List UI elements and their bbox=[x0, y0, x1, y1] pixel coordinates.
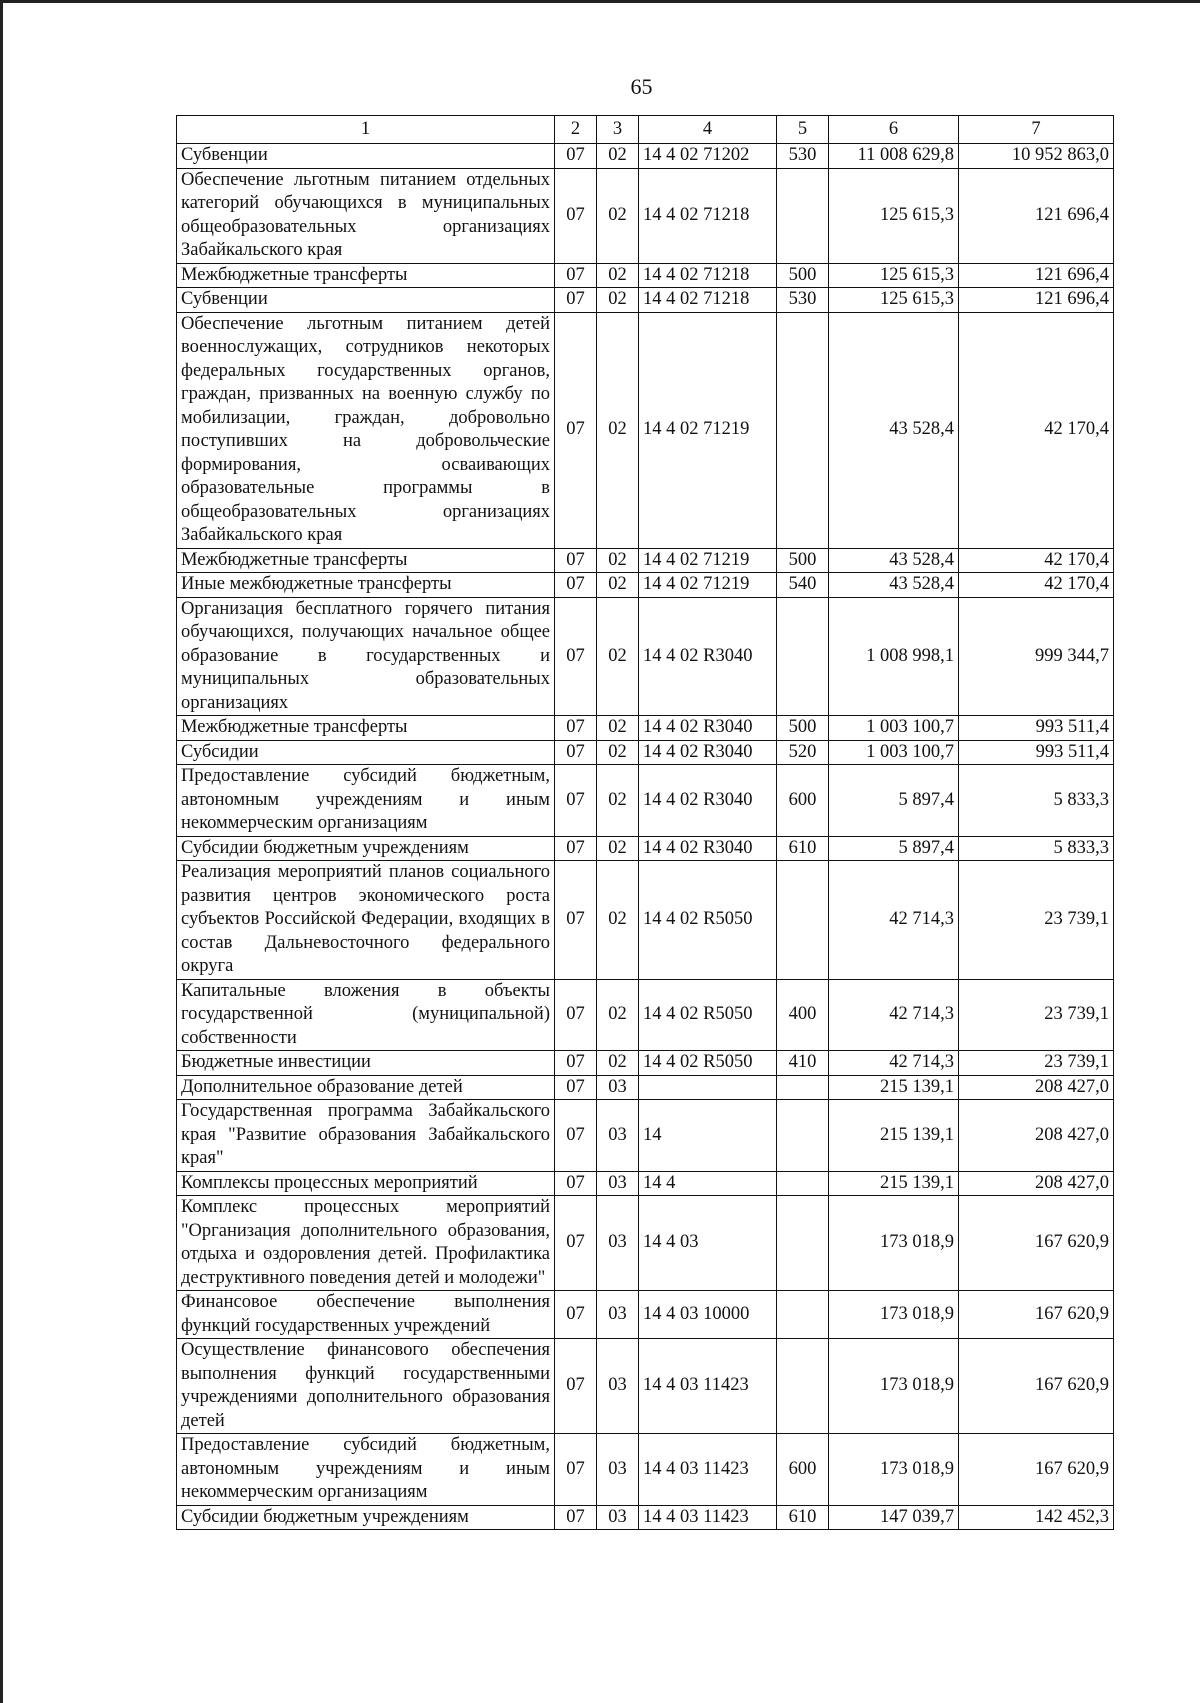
row-section-cell: 07 bbox=[555, 288, 597, 313]
row-expense-type-cell bbox=[777, 1291, 829, 1339]
row-amount-year2-cell: 5 833,3 bbox=[959, 765, 1114, 837]
row-name-cell: Обеспечение льготным питанием отдельных категорий обучающихся в муниципальных общеобразовательных организациях Забайкальского края bbox=[177, 168, 555, 263]
row-expense-type-cell: 600 bbox=[777, 1434, 829, 1506]
row-subsection-cell: 02 bbox=[597, 288, 639, 313]
row-section-cell: 07 bbox=[555, 1100, 597, 1172]
row-section-cell: 07 bbox=[555, 1051, 597, 1076]
row-subsection-cell: 03 bbox=[597, 1339, 639, 1434]
row-section-cell: 07 bbox=[555, 1196, 597, 1291]
row-subsection-cell: 02 bbox=[597, 597, 639, 716]
row-amount-year1-cell: 215 139,1 bbox=[829, 1100, 959, 1172]
table-row bbox=[177, 168, 1114, 263]
row-amount-year1-cell: 43 528,4 bbox=[829, 573, 959, 598]
table-row bbox=[177, 597, 1114, 716]
row-amount-year2-cell: 23 739,1 bbox=[959, 861, 1114, 980]
row-amount-year1-cell: 42 714,3 bbox=[829, 1051, 959, 1076]
row-amount-year1-cell: 42 714,3 bbox=[829, 861, 959, 980]
row-section-cell: 07 bbox=[555, 979, 597, 1051]
row-name-cell: Субвенции bbox=[177, 144, 555, 169]
row-expense-type-cell: 610 bbox=[777, 1505, 829, 1530]
row-amount-year1-cell: 1 008 998,1 bbox=[829, 597, 959, 716]
table-row bbox=[177, 263, 1114, 288]
row-target-article-cell: 14 4 02 R3040 bbox=[639, 716, 777, 741]
row-name-cell: Бюджетные инвестиции bbox=[177, 1051, 555, 1076]
table-row bbox=[177, 1339, 1114, 1434]
row-name-cell: Комплекс процессных мероприятий "Организация дополнительного образования, отдыха и оздоровления детей. Профилактика деструктивного поведения детей и молодежи" bbox=[177, 1196, 555, 1291]
row-expense-type-cell bbox=[777, 312, 829, 548]
row-section-cell: 07 bbox=[555, 861, 597, 980]
column-header: 4 bbox=[639, 116, 777, 144]
row-section-cell: 07 bbox=[555, 548, 597, 573]
row-name-cell: Финансовое обеспечение выполнения функций государственных учреждений bbox=[177, 1291, 555, 1339]
row-amount-year2-cell: 999 344,7 bbox=[959, 597, 1114, 716]
row-amount-year1-cell: 11 008 629,8 bbox=[829, 144, 959, 169]
row-expense-type-cell: 400 bbox=[777, 979, 829, 1051]
row-amount-year1-cell: 43 528,4 bbox=[829, 312, 959, 548]
table-row bbox=[177, 1434, 1114, 1506]
table-row bbox=[177, 144, 1114, 169]
row-name-cell: Предоставление субсидий бюджетным, автономным учреждениям и иным некоммерческим организациям bbox=[177, 1434, 555, 1506]
row-amount-year2-cell: 42 170,4 bbox=[959, 573, 1114, 598]
row-target-article-cell: 14 4 03 11423 bbox=[639, 1505, 777, 1530]
row-name-cell: Субсидии бюджетным учреждениям bbox=[177, 1505, 555, 1530]
row-amount-year2-cell: 42 170,4 bbox=[959, 548, 1114, 573]
row-target-article-cell: 14 4 03 bbox=[639, 1196, 777, 1291]
row-amount-year1-cell: 173 018,9 bbox=[829, 1196, 959, 1291]
page-number: 65 bbox=[630, 74, 653, 99]
row-target-article-cell: 14 4 02 R3040 bbox=[639, 597, 777, 716]
row-expense-type-cell bbox=[777, 1171, 829, 1196]
row-name-cell: Капитальные вложения в объекты государственной (муниципальной) собственности bbox=[177, 979, 555, 1051]
table-row bbox=[177, 1100, 1114, 1172]
row-target-article-cell: 14 4 02 71202 bbox=[639, 144, 777, 169]
row-name-cell: Дополнительное образование детей bbox=[177, 1075, 555, 1100]
table-row bbox=[177, 312, 1114, 548]
row-amount-year2-cell: 42 170,4 bbox=[959, 312, 1114, 548]
row-subsection-cell: 03 bbox=[597, 1196, 639, 1291]
row-target-article-cell: 14 4 02 71219 bbox=[639, 548, 777, 573]
row-amount-year1-cell: 173 018,9 bbox=[829, 1339, 959, 1434]
row-subsection-cell: 02 bbox=[597, 263, 639, 288]
row-amount-year2-cell: 142 452,3 bbox=[959, 1505, 1114, 1530]
row-expense-type-cell: 530 bbox=[777, 288, 829, 313]
row-expense-type-cell bbox=[777, 168, 829, 263]
row-amount-year2-cell: 167 620,9 bbox=[959, 1339, 1114, 1434]
row-subsection-cell: 02 bbox=[597, 168, 639, 263]
row-expense-type-cell: 500 bbox=[777, 263, 829, 288]
table-row bbox=[177, 573, 1114, 598]
row-expense-type-cell: 530 bbox=[777, 144, 829, 169]
row-amount-year2-cell: 23 739,1 bbox=[959, 1051, 1114, 1076]
row-amount-year2-cell: 167 620,9 bbox=[959, 1196, 1114, 1291]
column-header: 5 bbox=[777, 116, 829, 144]
row-name-cell: Государственная программа Забайкальского края "Развитие образования Забайкальского края" bbox=[177, 1100, 555, 1172]
row-amount-year1-cell: 173 018,9 bbox=[829, 1434, 959, 1506]
row-amount-year1-cell: 1 003 100,7 bbox=[829, 716, 959, 741]
row-amount-year2-cell: 993 511,4 bbox=[959, 740, 1114, 765]
table-row bbox=[177, 861, 1114, 980]
row-name-cell: Обеспечение льготным питанием детей военнослужащих, сотрудников некоторых федеральных государственных органов, граждан, призванных на военную службу по мобилизации, граждан, добровольно поступивших на добровольческие формирования, осваивающих образовательные программы в общеобразовательных организациях Забайкальского края bbox=[177, 312, 555, 548]
row-amount-year1-cell: 43 528,4 bbox=[829, 548, 959, 573]
row-amount-year2-cell: 121 696,4 bbox=[959, 263, 1114, 288]
table-row bbox=[177, 836, 1114, 861]
row-section-cell: 07 bbox=[555, 740, 597, 765]
row-subsection-cell: 02 bbox=[597, 573, 639, 598]
row-name-cell: Межбюджетные трансферты bbox=[177, 548, 555, 573]
table-row bbox=[177, 1171, 1114, 1196]
row-amount-year1-cell: 215 139,1 bbox=[829, 1075, 959, 1100]
row-target-article-cell: 14 4 bbox=[639, 1171, 777, 1196]
table-row bbox=[177, 765, 1114, 837]
row-section-cell: 07 bbox=[555, 168, 597, 263]
row-amount-year2-cell: 5 833,3 bbox=[959, 836, 1114, 861]
row-target-article-cell: 14 4 02 R3040 bbox=[639, 740, 777, 765]
row-subsection-cell: 02 bbox=[597, 716, 639, 741]
table-row bbox=[177, 1196, 1114, 1291]
row-amount-year2-cell: 993 511,4 bbox=[959, 716, 1114, 741]
row-subsection-cell: 02 bbox=[597, 836, 639, 861]
row-amount-year2-cell: 23 739,1 bbox=[959, 979, 1114, 1051]
row-name-cell: Осуществление финансового обеспечения выполнения функций государственными учреждениями дополнительного образования детей bbox=[177, 1339, 555, 1434]
row-expense-type-cell: 600 bbox=[777, 765, 829, 837]
row-amount-year2-cell: 167 620,9 bbox=[959, 1434, 1114, 1506]
row-subsection-cell: 03 bbox=[597, 1075, 639, 1100]
row-subsection-cell: 03 bbox=[597, 1434, 639, 1506]
column-header: 3 bbox=[597, 116, 639, 144]
row-amount-year2-cell: 208 427,0 bbox=[959, 1100, 1114, 1172]
row-name-cell: Межбюджетные трансферты bbox=[177, 716, 555, 741]
row-target-article-cell: 14 4 02 71218 bbox=[639, 263, 777, 288]
row-expense-type-cell bbox=[777, 1339, 829, 1434]
table-row bbox=[177, 979, 1114, 1051]
row-name-cell: Субсидии bbox=[177, 740, 555, 765]
column-header: 6 bbox=[829, 116, 959, 144]
row-name-cell: Предоставление субсидий бюджетным, автономным учреждениям и иным некоммерческим организациям bbox=[177, 765, 555, 837]
row-expense-type-cell bbox=[777, 1100, 829, 1172]
row-target-article-cell: 14 4 02 71219 bbox=[639, 312, 777, 548]
row-amount-year2-cell: 208 427,0 bbox=[959, 1075, 1114, 1100]
row-target-article-cell: 14 4 02 R5050 bbox=[639, 861, 777, 980]
row-amount-year2-cell: 121 696,4 bbox=[959, 168, 1114, 263]
row-section-cell: 07 bbox=[555, 716, 597, 741]
row-target-article-cell: 14 4 02 71218 bbox=[639, 168, 777, 263]
row-subsection-cell: 02 bbox=[597, 861, 639, 980]
row-amount-year1-cell: 125 615,3 bbox=[829, 263, 959, 288]
row-expense-type-cell bbox=[777, 1075, 829, 1100]
row-expense-type-cell: 540 bbox=[777, 573, 829, 598]
row-target-article-cell: 14 4 02 71219 bbox=[639, 573, 777, 598]
row-expense-type-cell: 500 bbox=[777, 716, 829, 741]
row-expense-type-cell bbox=[777, 1196, 829, 1291]
row-target-article-cell: 14 4 02 R3040 bbox=[639, 765, 777, 837]
row-name-cell: Субвенции bbox=[177, 288, 555, 313]
row-amount-year1-cell: 215 139,1 bbox=[829, 1171, 959, 1196]
row-subsection-cell: 02 bbox=[597, 740, 639, 765]
table-body bbox=[177, 116, 1114, 1530]
row-subsection-cell: 03 bbox=[597, 1171, 639, 1196]
row-section-cell: 07 bbox=[555, 1339, 597, 1434]
row-name-cell: Иные межбюджетные трансферты bbox=[177, 573, 555, 598]
row-amount-year1-cell: 125 615,3 bbox=[829, 288, 959, 313]
column-header: 1 bbox=[177, 116, 555, 144]
table-row bbox=[177, 740, 1114, 765]
row-amount-year1-cell: 5 897,4 bbox=[829, 836, 959, 861]
row-amount-year1-cell: 42 714,3 bbox=[829, 979, 959, 1051]
column-header: 2 bbox=[555, 116, 597, 144]
row-target-article-cell: 14 4 03 11423 bbox=[639, 1339, 777, 1434]
row-expense-type-cell: 610 bbox=[777, 836, 829, 861]
table-row bbox=[177, 288, 1114, 313]
row-target-article-cell: 14 4 02 R5050 bbox=[639, 1051, 777, 1076]
table-row bbox=[177, 1075, 1114, 1100]
row-subsection-cell: 03 bbox=[597, 1291, 639, 1339]
table-row bbox=[177, 1051, 1114, 1076]
row-expense-type-cell: 520 bbox=[777, 740, 829, 765]
row-expense-type-cell: 500 bbox=[777, 548, 829, 573]
row-subsection-cell: 02 bbox=[597, 144, 639, 169]
row-section-cell: 07 bbox=[555, 144, 597, 169]
row-section-cell: 07 bbox=[555, 597, 597, 716]
row-subsection-cell: 02 bbox=[597, 1051, 639, 1076]
column-header: 7 bbox=[959, 116, 1114, 144]
table-header-row bbox=[177, 116, 1114, 144]
row-target-article-cell: 14 4 03 10000 bbox=[639, 1291, 777, 1339]
row-section-cell: 07 bbox=[555, 1291, 597, 1339]
row-subsection-cell: 02 bbox=[597, 765, 639, 837]
row-name-cell: Межбюджетные трансферты bbox=[177, 263, 555, 288]
row-subsection-cell: 02 bbox=[597, 312, 639, 548]
row-section-cell: 07 bbox=[555, 263, 597, 288]
row-section-cell: 07 bbox=[555, 1075, 597, 1100]
row-section-cell: 07 bbox=[555, 312, 597, 548]
table-row bbox=[177, 716, 1114, 741]
row-subsection-cell: 02 bbox=[597, 548, 639, 573]
row-amount-year2-cell: 167 620,9 bbox=[959, 1291, 1114, 1339]
row-target-article-cell: 14 bbox=[639, 1100, 777, 1172]
row-target-article-cell: 14 4 02 R5050 bbox=[639, 979, 777, 1051]
row-name-cell: Комплексы процессных мероприятий bbox=[177, 1171, 555, 1196]
row-section-cell: 07 bbox=[555, 836, 597, 861]
row-amount-year1-cell: 147 039,7 bbox=[829, 1505, 959, 1530]
row-target-article-cell: 14 4 02 R3040 bbox=[639, 836, 777, 861]
row-amount-year1-cell: 173 018,9 bbox=[829, 1291, 959, 1339]
row-name-cell: Субсидии бюджетным учреждениям bbox=[177, 836, 555, 861]
table-row bbox=[177, 548, 1114, 573]
row-section-cell: 07 bbox=[555, 765, 597, 837]
row-name-cell: Реализация мероприятий планов социального развития центров экономического роста субъектов Российской Федерации, входящих в состав Дальневосточного федерального округа bbox=[177, 861, 555, 980]
row-section-cell: 07 bbox=[555, 573, 597, 598]
row-amount-year1-cell: 125 615,3 bbox=[829, 168, 959, 263]
row-amount-year1-cell: 5 897,4 bbox=[829, 765, 959, 837]
row-amount-year1-cell: 1 003 100,7 bbox=[829, 740, 959, 765]
row-subsection-cell: 02 bbox=[597, 979, 639, 1051]
row-expense-type-cell bbox=[777, 861, 829, 980]
row-section-cell: 07 bbox=[555, 1434, 597, 1506]
row-expense-type-cell: 410 bbox=[777, 1051, 829, 1076]
row-section-cell: 07 bbox=[555, 1171, 597, 1196]
row-target-article-cell bbox=[639, 1075, 777, 1100]
row-name-cell: Организация бесплатного горячего питания обучающихся, получающих начальное общее образование в государственных и муниципальных образовательных организациях bbox=[177, 597, 555, 716]
row-subsection-cell: 03 bbox=[597, 1100, 639, 1172]
table-row bbox=[177, 1505, 1114, 1530]
row-section-cell: 07 bbox=[555, 1505, 597, 1530]
row-expense-type-cell bbox=[777, 597, 829, 716]
table-row bbox=[177, 1291, 1114, 1339]
row-subsection-cell: 03 bbox=[597, 1505, 639, 1530]
row-amount-year2-cell: 10 952 863,0 bbox=[959, 144, 1114, 169]
row-amount-year2-cell: 121 696,4 bbox=[959, 288, 1114, 313]
row-amount-year2-cell: 208 427,0 bbox=[959, 1171, 1114, 1196]
budget-table bbox=[176, 115, 1114, 1530]
row-target-article-cell: 14 4 03 11423 bbox=[639, 1434, 777, 1506]
row-target-article-cell: 14 4 02 71218 bbox=[639, 288, 777, 313]
